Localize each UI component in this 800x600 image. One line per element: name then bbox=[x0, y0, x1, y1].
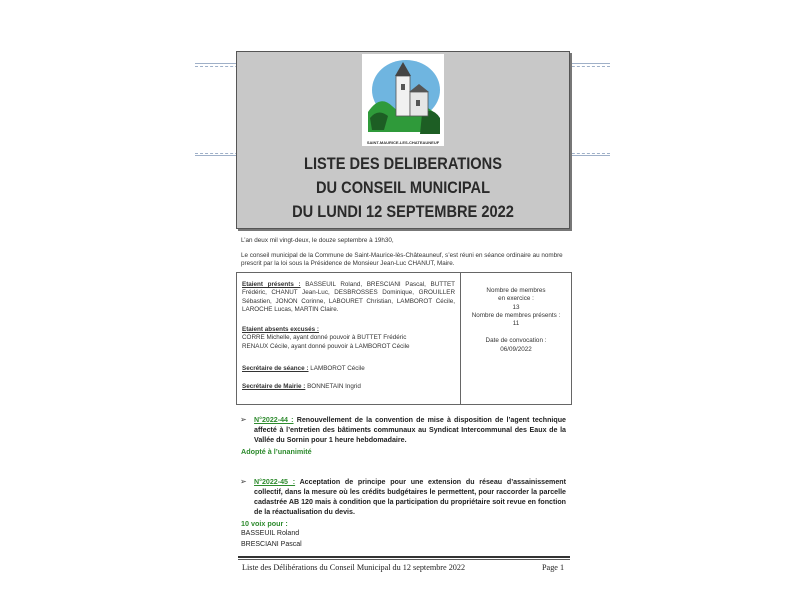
excused-1: CORRE Michelle, ayant donné pouvoir à BUTTET Frédéric bbox=[242, 334, 407, 342]
secretary-mairie bbox=[242, 383, 455, 391]
deliberation-45-text: Acceptation de principe pour une extension du réseau d’assainissement collectif, dans la mesure où les crédits budgétaires le permettent, pour raccorder la parcelle cadastrée AB 120 mais à condition que la participation du propriétaire soit revue en fonction de la réactualisation du devis. bbox=[254, 478, 567, 516]
footer-divider bbox=[238, 556, 570, 558]
deliberation-45-votes-label: 10 voix pour : bbox=[241, 519, 288, 528]
bullet-icon: ➢ bbox=[240, 415, 247, 424]
present-names: BASSEUIL Roland, BRESCIANI Pascal, BUTTET Frédéric, CHANUT Jean-Luc, DESBROSSES Dominique, GROUILLER Sébastien, JONON Corinne, LABOURET Christian, LAMBOROT Cécile, LAROCHE Lucas, MARTIN Claire. bbox=[242, 281, 456, 314]
footer-title: Liste des Délibérations du Conseil Municipal du 12 septembre 2022 bbox=[242, 563, 466, 572]
bullet-icon: ➢ bbox=[240, 477, 247, 486]
intro-line-2: Le conseil municipal de la Commune de Saint-Maurice-lès-Châteauneuf, s’est réuni en séance ordinaire au nombre prescrit par la loi sous la Présidence de Monsieur Jean-Luc CHANUT, Maire. bbox=[241, 252, 563, 267]
voter-1: BASSEUIL Roland bbox=[241, 530, 300, 537]
page-title-line-3: DU LUNDI 12 SEPTEMBRE 2022 bbox=[292, 202, 514, 221]
deliberation-45-number: N°2022-45 : bbox=[254, 478, 296, 486]
present-count-label: Nombre de membres présents : bbox=[471, 311, 561, 319]
secretary-mairie-label: Secrétaire de Mairie : bbox=[242, 383, 306, 390]
convocation-label: Date de convocation : bbox=[485, 337, 547, 345]
deliberation-44-number: N°2022-44 : bbox=[254, 416, 294, 424]
page-title-line-1: LISTE DES DELIBERATIONS bbox=[304, 154, 502, 173]
deliberation-44-text: Renouvellement de la convention de mise à disposition de l’agent technique affecté à l’entretien des bâtiments communaux au Syndicat Intercommunal des Eaux de la Vallée du Sornin pour 1 heure hebdomadaire. bbox=[254, 416, 566, 444]
present-block bbox=[242, 281, 455, 315]
members-label-2: en exercice : bbox=[498, 295, 534, 303]
present-count: 11 bbox=[512, 320, 520, 328]
deliberation-45 bbox=[240, 477, 567, 517]
intro-line-1: L’an deux mil vingt-deux, le douze septembre à 19h30, bbox=[241, 237, 394, 244]
deliberation-44 bbox=[240, 415, 566, 445]
convocation-date: 06/09/2022 bbox=[500, 345, 532, 353]
secretary-session-label: Secrétaire de séance : bbox=[242, 365, 309, 372]
attendance-stats bbox=[461, 287, 571, 354]
page-number: Page 1 bbox=[542, 563, 565, 572]
attendance-left bbox=[237, 273, 461, 404]
secretary-mairie-name: BONNETAIN Ingrid bbox=[307, 383, 361, 390]
excused-label: Etaient absents excusés : bbox=[242, 326, 319, 333]
secretary-session-name: LAMBOROT Cécile bbox=[310, 365, 365, 372]
members-label-1: Nombre de membres bbox=[486, 287, 546, 294]
deliberation-44-result: Adopté à l’unanimité bbox=[241, 447, 312, 456]
page-title-line-2: DU CONSEIL MUNICIPAL bbox=[315, 178, 491, 197]
header-box bbox=[236, 51, 570, 229]
logo-caption: SAINT-MAURICE-LES-CHATEAUNEUF bbox=[366, 140, 440, 145]
secretary-session bbox=[242, 365, 455, 373]
footer-divider-2 bbox=[238, 559, 570, 560]
present-label: Etaient présents : bbox=[242, 281, 301, 288]
voter-2: BRESCIANI Pascal bbox=[241, 541, 302, 548]
attendance-box bbox=[236, 272, 572, 405]
excused-2: RENAUX Cécile, ayant donné pouvoir à LAMBOROT Cécile bbox=[242, 342, 410, 350]
excused-block bbox=[242, 326, 455, 351]
members-value: 13 bbox=[512, 303, 520, 311]
commune-logo bbox=[362, 54, 444, 146]
church-logo-icon bbox=[362, 54, 444, 140]
